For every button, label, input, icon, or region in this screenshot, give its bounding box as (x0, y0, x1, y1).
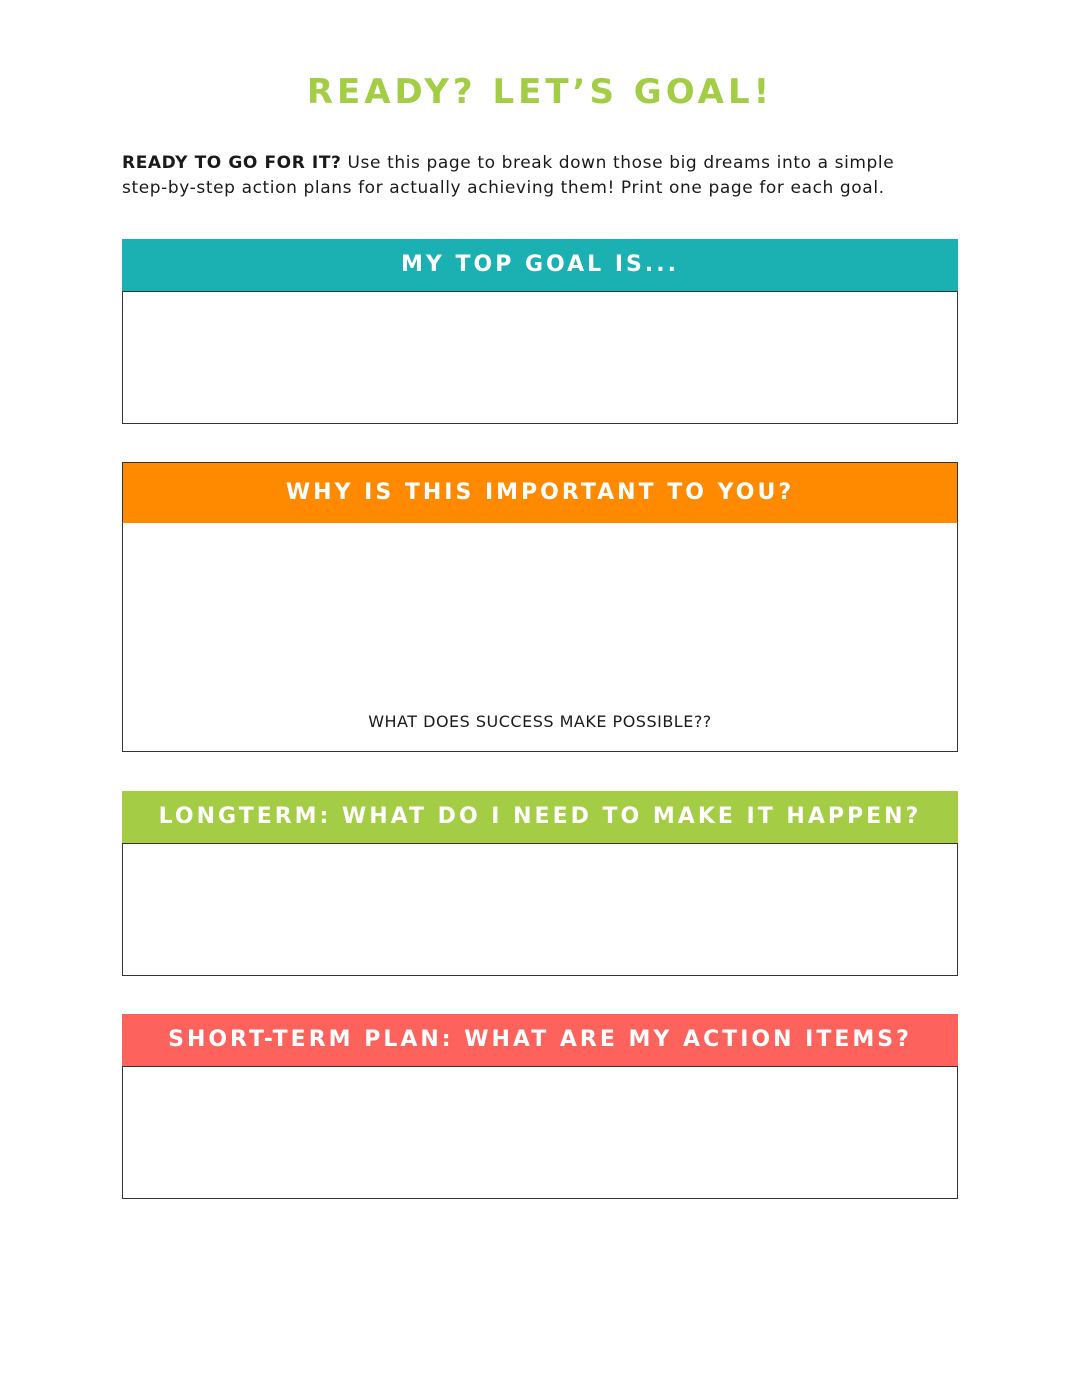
page-title: READY? LET’S GOAL! (306, 72, 774, 112)
longterm-writing-box[interactable] (122, 843, 958, 976)
top-goal-heading: MY TOP GOAL IS... (122, 239, 958, 291)
longterm-heading: LONGTERM: WHAT DO I NEED TO MAKE IT HAPPEN? (122, 791, 958, 843)
intro-line1: Use this page to break down those big dreams into a simple (341, 153, 895, 173)
shortterm-section (122, 1014, 958, 1199)
top-goal-writing-box[interactable] (122, 291, 958, 424)
intro-line2: step-by-step action plans for actually achieving them! Print one page for each goal. (122, 178, 885, 198)
intro-text (122, 151, 962, 201)
why-important-writing-box[interactable] (122, 522, 958, 752)
why-important-section (122, 462, 958, 752)
shortterm-writing-box[interactable] (122, 1066, 958, 1199)
success-prompt: WHAT DOES SUCCESS MAKE POSSIBLE?? (368, 712, 712, 731)
intro-lead: READY TO GO FOR IT? (122, 153, 342, 173)
longterm-section (122, 791, 958, 976)
shortterm-heading: SHORT-TERM PLAN: WHAT ARE MY ACTION ITEMS? (122, 1014, 958, 1066)
why-important-heading: WHY IS THIS IMPORTANT TO YOU? (122, 462, 958, 522)
top-goal-section (122, 239, 958, 424)
